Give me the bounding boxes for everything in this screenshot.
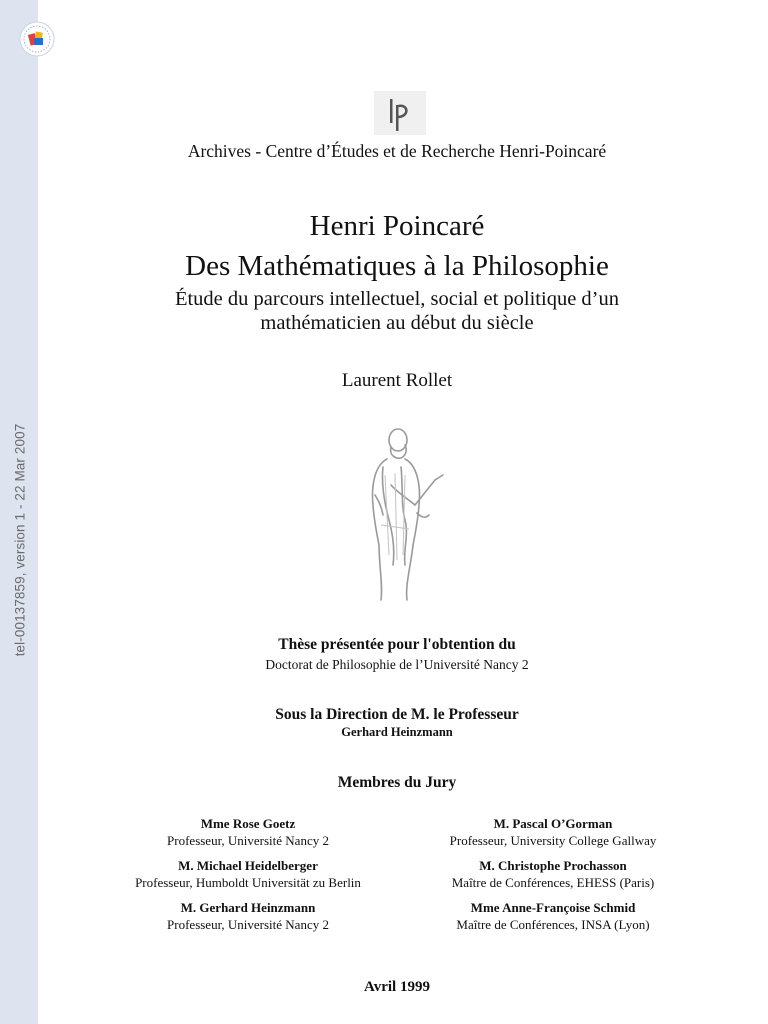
jury-member	[88, 815, 408, 857]
member-name: Mme Anne-Françoise Schmid	[470, 900, 636, 915]
archive-sidebar	[0, 0, 38, 1024]
direction-heading: Sous la Direction de M. le Professeur	[275, 706, 519, 723]
member-name: M. Gerhard Heinzmann	[180, 900, 316, 915]
author-name: Laurent Rollet	[341, 370, 453, 391]
subtitle	[38, 287, 756, 335]
member-role: Maître de Conférences, INSA (Lyon)	[456, 917, 650, 932]
jury-heading: Membres du Jury	[337, 774, 457, 791]
subtitle-line-2: mathématicien au début du siècle	[260, 312, 534, 334]
jury-member	[393, 857, 713, 899]
archive-identifier: tel-00137859, version 1 - 22 Mar 2007	[12, 423, 28, 657]
member-role: Professeur, Université Nancy 2	[167, 917, 329, 932]
thesis-date: Avril 1999	[364, 979, 430, 995]
subtitle-line-1: Étude du parcours intellectuel, social et politique d’un	[174, 288, 620, 310]
title-line-2: Des Mathématiques à la Philosophie	[185, 250, 609, 282]
member-name: M. Michael Heidelberger	[178, 858, 318, 873]
member-name: M. Pascal O’Gorman	[493, 816, 613, 831]
thesis-degree: Doctorat de Philosophie de l’Université Nancy 2	[265, 657, 529, 672]
jury-member	[88, 857, 408, 899]
jury-member	[393, 815, 713, 857]
henri-poincare-archives-logo-icon	[374, 91, 426, 135]
jury-member	[393, 899, 713, 941]
poincare-sketch-illustration	[343, 425, 453, 605]
member-name: M. Christophe Prochasson	[479, 858, 627, 873]
archives-heading: Archives - Centre d’Études et de Recherche Henri-Poincaré	[187, 141, 607, 161]
thesis-heading: Thèse présentée pour l'obtention du	[278, 636, 516, 653]
member-role: Professeur, Humboldt Universität zu Berlin	[135, 875, 361, 890]
title-page	[38, 0, 768, 1024]
member-role: Maître de Conférences, EHESS (Paris)	[451, 875, 655, 890]
jury-member	[88, 899, 408, 941]
jury-column-left	[88, 815, 408, 941]
member-role: Professeur, University College Gallway	[449, 833, 657, 848]
member-name: Mme Rose Goetz	[200, 816, 296, 831]
thesis-director: Gerhard Heinzmann	[341, 725, 453, 739]
member-role: Professeur, Université Nancy 2	[167, 833, 329, 848]
jury-column-right	[393, 815, 713, 941]
title-line-1: Henri Poincaré	[309, 210, 485, 242]
